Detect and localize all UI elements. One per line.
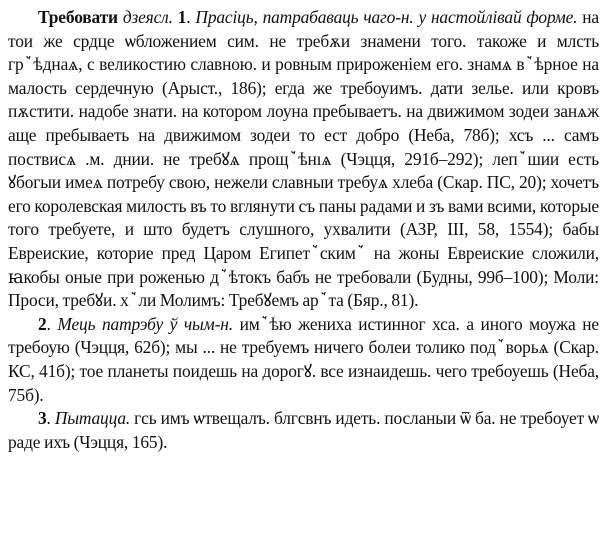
- sense-citations: на тои же срдце ѡбложением сим. не требѫи знамени того. такоже и млсть грꙿѣднаѧ, с великостию славною. и ровным прироженіем его. знамѧ вꙿѣрное на малость сердечную (Арыст., 186); егда же требоуимъ. дати зелье. или кровъ пѫстити. надобе знати. на котором лоуна пребываетъ. на движимом зодеи занѧж аще пребываеть на движимом зодеи то ест добро (Неба, 78б); хсъ ... самъ поствисѧ .м. днии. не требꙋѧ прощꙿѣнıѧ (Чэцця, 291б–292); лепꙿшии есть ꙋбогыи имеѧ потребу свою, нежели славныи требуѧ хлеба (Скар. ПС, 20); хочетъ его королевская милость въ то вглянути съ паны радами и зъ вами всими, которые того требуете, и што будетъ слушного, ухвалити (АЗР, III, 58, 1554); бабы Евреиские, которие пред Царом Египетꙿскимꙿ на жоны Евреиские сложили, ꙗкобы оные при роженью дꙿѣтокъ бабъ не требовали (Будны, 99б–100); Моли: Проси, требꙋи. хꙿли Молимъ: Требꙋемъ арꙿта (Бяр., 81).: [8, 7, 599, 311]
- sense-definition: Пытацца.: [54, 408, 131, 429]
- sense-1: Требовати дзеясл. 1. Прасіць, патрабаваць чаго-н. у настойлівай форме. на тои же срдце ѡбложением сим. не требѫи знамени того. такоже и млсть грꙿѣднаѧ, с великостию славною. и ровным прироженіем его. знамѧ вꙿѣрное на малость сердечную (Арыст., 186); егда же требоуимъ. дати зелье. или кровъ пѫстити. надобе знати. на котором лоуна пребываетъ. на движимом зодеи занѧж аще пребываеть на движимом зодеи то ест добро (Неба, 78б); хсъ ... самъ поствисѧ .м. днии. не требꙋѧ прощꙿѣнıѧ (Чэцця, 291б–292); лепꙿшии есть ꙋбогыи имеѧ потребу свою, нежели славныи требуѧ хлеба (Скар. ПС, 20); хочетъ его королевская милость въ то вглянути съ паны радами и зъ вами всими, которые того требуете, и што будетъ слушного, ухвалити (АЗР, III, 58, 1554); бабы Евреиские, которие пред Царом Египетꙿскимꙿ на жоны Евреиские сложили, ꙗкобы оные при роженью дꙿѣтокъ бабъ не требовали (Будны, 99б–100); Моли: Проси, требꙋи. хꙿли Молимъ: Требꙋемъ арꙿта (Бяр., 81).: [8, 7, 599, 311]
- sense-citations: имꙿѣю жениха истинног хса. а иного моужа не требоую (Чэцця, 62б); мы ... не требуемъ ничего болеи толико подꙿворьѧ (Скар. КС, 41б); тое планеты поидешь на дорогꙋ. все изнаидешь. чего требоуешь (Неба, 75б).: [8, 313, 599, 405]
- part-of-speech: дзеясл.: [122, 7, 173, 27]
- sense-number: 1: [177, 7, 187, 27]
- sense-number: 3: [38, 408, 47, 429]
- sense-number: 2: [38, 313, 47, 334]
- sense-3: 3. Пытацца. гсь имъ ѡтвещалъ. блгсвнъ идеть. посланыи ѿ ба. не требоует ѡ раде ихъ (Чэцця, 165).: [8, 408, 599, 452]
- sense-definition: Мець патрэбу ў чым-н.: [57, 313, 233, 334]
- sense-definition: Прасіць, патрабаваць чаго-н. у настойлівай форме.: [195, 7, 578, 27]
- sense-2: 2. Мець патрэбу ў чым-н. имꙿѣю жениха истинног хса. а иного моужа не требоую (Чэцця, 62б); мы ... не требуемъ ничего болеи толико подꙿворьѧ (Скар. КС, 41б); тое планеты поидешь на дорогꙋ. все изнаидешь. чего требоуешь (Неба, 75б).: [8, 313, 599, 405]
- headword: Требовати: [38, 7, 118, 27]
- sense-citations: гсь имъ ѡтвещалъ. блгсвнъ идеть. посланыи ѿ ба. не требоует ѡ раде ихъ (Чэцця, 165).: [8, 408, 599, 452]
